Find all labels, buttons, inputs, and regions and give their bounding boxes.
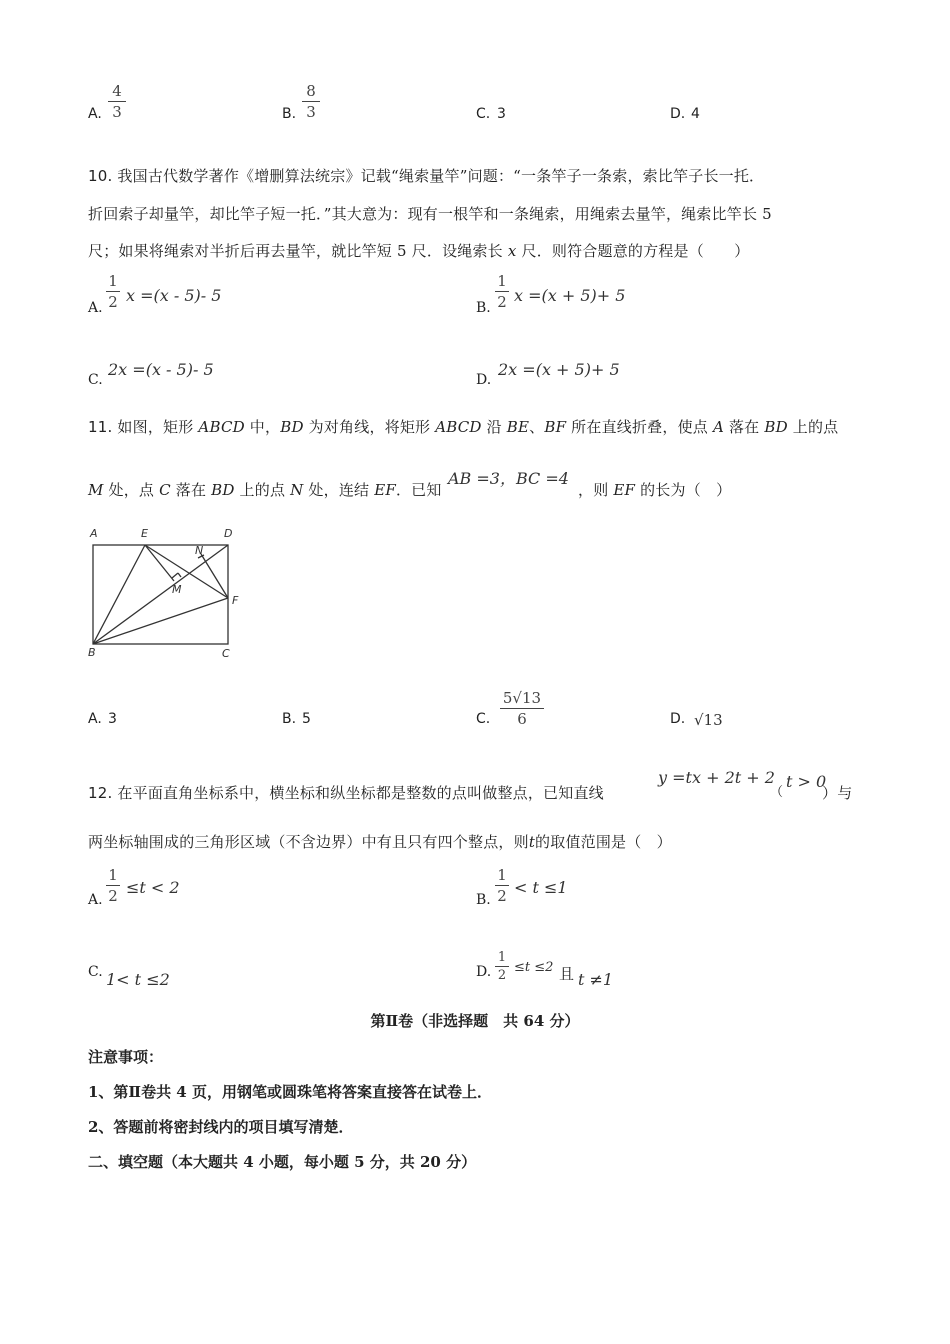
q11-label-ef: EF [613,481,636,499]
fraction-denominator: 2 [497,293,507,311]
q12-variable-t: t [528,833,536,851]
q11-option-b-label: B. [282,711,297,727]
q12-paren-open: （ [770,785,784,800]
diagonal-bd [93,545,228,644]
q10-option-a-label: A. [88,300,103,316]
segment-em [145,545,174,581]
q11-label-abcd: ABCD [198,418,245,436]
figure-label-n: N [195,544,204,557]
fraction-numerator: 1 [108,272,118,290]
q11-text-part: 沿 [481,418,507,436]
segment-ef [145,545,228,598]
q10-number: 10 [88,167,108,185]
q10-option-b-label: B. [476,300,491,316]
q9-option-c-label: C. [476,106,491,122]
q11-option-d-value: √13 [694,711,723,729]
q12-option-a-label: A. [88,892,103,908]
q11-line-2-tail [578,480,731,500]
q12-text: . 在平面直角坐标系中，横坐标和纵坐标都是整数的点叫做整点，已知直线 [107,784,604,802]
q12-line-2-end: 的取值范围是（ ） [535,833,672,851]
section-2-title: 第Ⅱ卷（非选择题 共 64 分） [370,1012,580,1030]
q12-option-b-expression: < t ≤1 [514,878,568,897]
right-angle-mark-m [178,573,181,577]
q11-number: 11 [88,418,108,436]
figure-label-d: D [224,527,233,540]
q12-option-a-expression: ≤t < 2 [126,878,180,897]
notice-title: 注意事项： [88,1048,164,1066]
q10-line-3 [88,241,750,261]
q11-label-bd: BD [764,418,788,436]
q12-condition: t > 0 [786,772,827,791]
q11-text-part: 上的点 [234,481,291,499]
q11-label-m: M [88,481,104,499]
q12-option-d-expression-2: t ≠1 [578,970,614,989]
segment-nf [201,554,228,598]
q12-line-2-start: 两坐标轴围成的三角形区域（不含边界）中有且只有四个整点，则 [88,833,529,851]
q9-option-b-fraction [302,82,320,121]
q10-option-c-label: C. [88,372,103,388]
q10-option-d-expression: 2x =(x + 5)+ 5 [498,360,620,379]
q11-text-part: 所在直线折叠，使点 [566,418,713,436]
fraction-numerator: 1 [497,866,507,884]
q10-option-a-expression: x =(x - 5)- 5 [126,286,222,305]
fraction-numerator: 1 [108,866,118,884]
q12-number: 12 [88,784,108,802]
q11-text-part: 落在 [170,481,212,499]
q10-option-c-expression: 2x =(x - 5)- 5 [108,360,214,379]
fraction-numerator: 8 [306,82,316,100]
q12-line-2 [88,832,672,852]
q9-option-d-value: 4 [691,106,700,122]
q11-label-n: N [290,481,304,499]
fraction-numerator: 4 [112,82,122,100]
q11-text-part: 、 [529,418,545,436]
q9-option-a-label: A. [88,106,102,122]
figure-label-c: C [222,647,230,660]
fraction-denominator: 2 [108,293,118,311]
q12-line-equation: y =tx + 2t + 2 [658,768,775,787]
q10-line-2: 折回索子却量竿，却比竿子短一托．”其大意为：现有一根竿和一条绳索，用绳索去量竿，绳索比竿长 5 [88,205,772,223]
q11-text-part: 上的点 [787,418,839,436]
q11-option-c-fraction [500,689,544,728]
q11-label-bf: BF [544,418,567,436]
q9-option-a-fraction [108,82,126,121]
right-angle-mark-m [172,573,178,578]
q9-option-d-label: D. [670,106,686,122]
q11-label-bd: BD [280,418,304,436]
q11-text-part: ．已知 [395,481,442,499]
q11-text-part: ，则 [578,481,614,499]
q11-label-ef: EF [374,481,396,499]
figure-label-a: A [90,527,98,540]
q11-label-a: A [712,418,725,436]
part-2-heading: 二、填空题（本大题共 4 小题，每小题 5 分，共 20 分） [88,1153,477,1171]
q12-option-c-expression: 1< t ≤2 [106,970,170,989]
fraction-numerator: 5√13 [502,689,542,707]
q11-label-abcd: ABCD [435,418,482,436]
q11-label-bd: BD [211,481,235,499]
q10-option-b-expression: x =(x + 5)+ 5 [514,286,626,305]
q10-line-1 [88,166,764,186]
fraction-denominator: 3 [112,103,122,121]
q11-rectangle-figure [86,524,246,664]
q11-line-2 [88,480,442,500]
q10-variable-x: x [507,242,517,260]
figure-label-f: F [232,594,239,607]
q11-line-1 [88,417,838,437]
q12-line-1 [88,783,604,803]
q11-text-part: 落在 [724,418,765,436]
q10-option-d-label: D. [476,372,492,388]
q11-option-c-label: C. [476,711,491,727]
notice-item-1: 1、第Ⅱ卷共 4 页，用钢笔或圆珠笔将答案直接答在试卷上． [88,1083,492,1101]
q11-text-part: 中， [244,418,281,436]
q12-option-d-label: D. [476,964,492,980]
fraction-denominator: 2 [108,887,118,905]
q11-text-part: 为对角线，将矩形 [303,418,436,436]
q10-line-3-start: 尺；如果将绳索对半折后再去量竿，就比竿短 5 尺．设绳索长 [88,242,503,260]
q10-option-b-fraction [495,272,509,311]
fraction-denominator: 6 [517,710,527,728]
q11-text-part: 处，点 [103,481,160,499]
q11-label-be: BE [506,418,530,436]
q11-given-values: AB =3，BC =4 [448,469,569,488]
q10-line-3-end: 尺．则符合题意的方程是（ ） [521,242,750,260]
fraction-denominator: 3 [306,103,316,121]
fraction-denominator: 2 [497,968,507,983]
q12-option-a-fraction [106,866,120,905]
q9-option-b-label: B. [282,106,297,122]
q11-option-a-label: A. [88,711,102,727]
q11-text-part: . 如图，矩形 [107,418,199,436]
fraction-numerator: 1 [497,272,507,290]
q12-option-c-label: C. [88,964,103,980]
q11-label-c: C [159,481,171,499]
q12-option-d-expression: ≤t ≤2 [514,960,554,975]
fraction-denominator: 2 [497,887,507,905]
q12-option-d-conjunction: 且 [559,965,575,983]
q12-option-b-fraction [495,866,509,905]
fraction-numerator: 1 [497,950,507,965]
figure-label-b: B [88,646,96,659]
q11-option-d-label: D. [670,711,686,727]
q11-option-a-value: 3 [108,711,117,727]
q11-option-b-value: 5 [302,711,311,727]
notice-item-2: 2、答题前将密封线内的项目填写清楚． [88,1118,354,1136]
q12-option-d-fraction [495,950,509,983]
q9-option-c-value: 3 [497,106,506,122]
figure-label-e: E [141,527,148,540]
q12-option-b-label: B. [476,892,491,908]
q11-text-part: 处，连结 [303,481,375,499]
q12-line-1-end: ）与 [822,784,853,802]
q11-text-part: 的长为（ ） [635,481,732,499]
q10-text: . 我国古代数学著作《增删算法统宗》记载“绳索量竿”问题：“一条竿子一条索，索比竿子长一托． [107,167,765,185]
q10-option-a-fraction [106,272,120,311]
figure-label-m: M [172,583,182,596]
